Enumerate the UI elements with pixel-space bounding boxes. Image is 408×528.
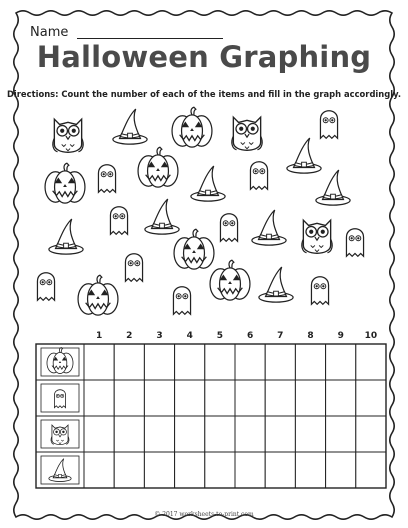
worksheet-title: Halloween Graphing — [36, 40, 372, 74]
graph-cell[interactable] — [175, 380, 205, 416]
graph-column-label: 1 — [95, 331, 103, 341]
graph-cell[interactable] — [326, 344, 356, 380]
graph-cell[interactable] — [265, 416, 295, 452]
graph-cell[interactable] — [295, 344, 325, 380]
graph-cell[interactable] — [295, 416, 325, 452]
graph-column-label: 9 — [337, 331, 344, 341]
graph-cell[interactable] — [84, 344, 114, 380]
graph-cell[interactable] — [326, 380, 356, 416]
graph-cell[interactable] — [84, 452, 114, 488]
graph-cell[interactable] — [295, 452, 325, 488]
graph-cell[interactable] — [295, 380, 325, 416]
graph-cell[interactable] — [235, 452, 265, 488]
graph-cell[interactable] — [356, 344, 386, 380]
graph-column-label: 3 — [156, 331, 163, 341]
graph-cell[interactable] — [144, 452, 174, 488]
name-label: Name — [30, 25, 69, 40]
graph-row-owl-icon — [51, 425, 69, 445]
graph-cell[interactable] — [235, 380, 265, 416]
graph-cell[interactable] — [356, 416, 386, 452]
graph-cell[interactable] — [114, 416, 144, 452]
graph-cell[interactable] — [114, 380, 144, 416]
graph-cell[interactable] — [144, 416, 174, 452]
graph-column-label: 5 — [216, 331, 224, 341]
graph-cell[interactable] — [205, 380, 235, 416]
graph-cell[interactable] — [356, 452, 386, 488]
graph-cell[interactable] — [235, 344, 265, 380]
graph-cell[interactable] — [265, 380, 295, 416]
graph-column-label: 10 — [364, 331, 378, 341]
graph-column-label: 7 — [277, 331, 284, 341]
graph-column-label: 6 — [246, 331, 254, 341]
copyright-footer: © 2017 worksheets-to-print.com — [154, 511, 254, 518]
graph-cell[interactable] — [326, 452, 356, 488]
graph-cell[interactable] — [205, 416, 235, 452]
graph-cell[interactable] — [265, 344, 295, 380]
graph-column-label: 2 — [126, 331, 133, 341]
graph-column-label: 4 — [186, 331, 193, 341]
graph-cell[interactable] — [144, 344, 174, 380]
graph-cell[interactable] — [175, 344, 205, 380]
graph-row-ghost-icon — [54, 390, 65, 408]
graph-cell[interactable] — [175, 416, 205, 452]
graph-cell[interactable] — [326, 416, 356, 452]
graph-column-label: 8 — [307, 331, 314, 341]
graph-cell[interactable] — [235, 416, 265, 452]
graph-cell[interactable] — [265, 452, 295, 488]
graph-cell[interactable] — [144, 380, 174, 416]
graph-cell[interactable] — [205, 452, 235, 488]
directions-text: Directions: Count the number of each of the items and fill in the graph accordingly. — [6, 89, 402, 99]
graph-cell[interactable] — [205, 344, 235, 380]
graph-cell[interactable] — [114, 452, 144, 488]
graph-cell[interactable] — [84, 380, 114, 416]
graph-cell[interactable] — [356, 380, 386, 416]
graph-cell[interactable] — [114, 344, 144, 380]
graph-cell[interactable] — [84, 416, 114, 452]
graph-cell[interactable] — [175, 452, 205, 488]
